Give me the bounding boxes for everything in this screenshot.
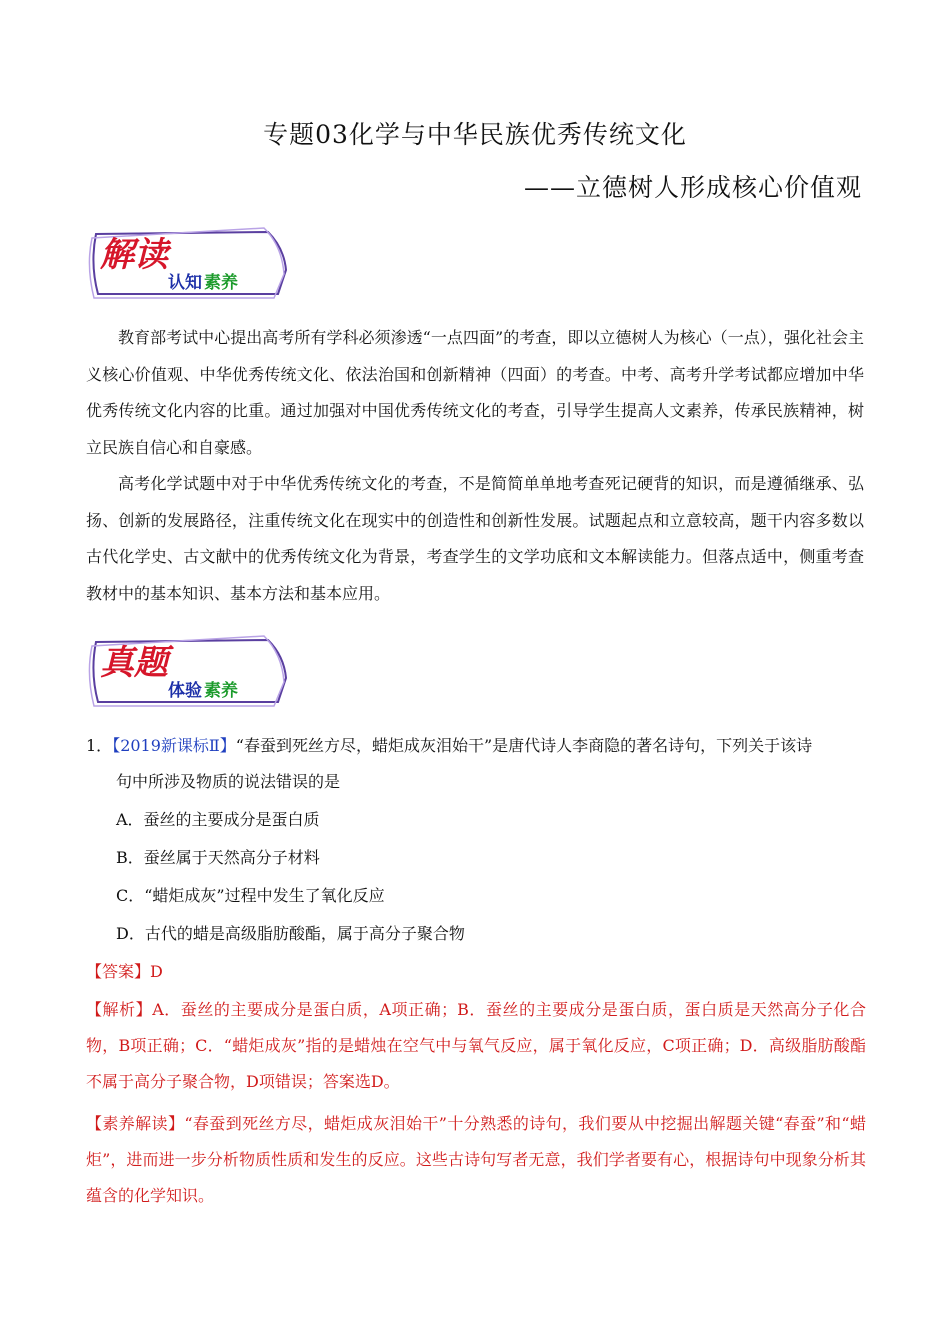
option-d: D．古代的蜡是高级脂肪酸酯，属于高分子聚合物 (116, 924, 465, 943)
badge-frame-icon (88, 632, 288, 708)
badge-main-text: 真题 (100, 643, 168, 683)
badge-main-text: 解读 (100, 235, 168, 275)
document-title: 专题03化学与中华民族优秀传统文化 (263, 120, 687, 149)
badge-sub-text-a: 体验 (168, 681, 202, 701)
badge-zhenti (88, 632, 288, 708)
badge-jiedu (88, 224, 288, 300)
question-stem-text: “春蚕到死丝方尽，蜡炬成灰泪始干”是唐代诗人李商隐的著名诗句，下列关于该诗 (235, 736, 813, 755)
analysis-label: 【解析】 (86, 1000, 153, 1019)
intro-paragraph-1: 教育部考试中心提出高考所有学科必须渗透“一点四面”的考查，即以立德树人为核心（一点），强化社会主义核心价值观、中华优秀传统文化、依法治国和创新精神（四面）的考查。中考、高考升学考试都应增加中华优秀传统文化内容的比重。通过加强对中国优秀传统文化的考查，引导学生提高人文素养，传承民族精神，树立民族自信心和自豪感。 (86, 328, 864, 457)
option-b: B．蚕丝属于天然高分子材料 (116, 848, 320, 867)
question-stem-line2: 句中所涉及物质的说法错误的是 (116, 772, 341, 791)
badge-frame-icon (88, 224, 288, 300)
analysis-text: A．蚕丝的主要成分是蛋白质，A项正确；B．蚕丝的主要成分是蛋白质，蛋白质是天然高分子化合物，B项正确；C．“蜡炬成灰”指的是蜡烛在空气中与氧气反应，属于氧化反应，C项正确；D．高级脂肪酸酯不属于高分子聚合物，D项错误；答案选D。 (86, 1000, 866, 1091)
literacy-text: “春蚕到死丝方尽，蜡炬成灰泪始干”十分熟悉的诗句，我们要从中挖掘出解题关键“春蚕”和“蜡炬”，进而进一步分析物质性质和发生的反应。这些古诗句写者无意，我们学者要有心，根据诗句中现象分析其蕴含的化学知识。 (86, 1114, 866, 1205)
literacy-label: 【素养解读】 (86, 1114, 185, 1133)
option-a: A．蚕丝的主要成分是蛋白质 (116, 810, 320, 829)
document-subtitle: ——立德树人形成核心价值观 (523, 173, 862, 202)
option-c: C．“蜡炬成灰”过程中发生了氧化反应 (116, 886, 385, 905)
analysis-block (86, 992, 866, 1100)
literacy-block (86, 1106, 866, 1214)
intro-paragraph-2: 高考化学试题中对于中华优秀传统文化的考查，不是简简单单地考查死记硬背的知识，而是遵循继承、弘扬、创新的发展路径，注重传统文化在现实中的创造性和创新性发展。试题起点和立意较高，题干内容多数以古代化学史、古文献中的优秀传统文化为背景，考查学生的文学功底和文本解读能力。但落点适中，侧重考查教材中的基本知识、基本方法和基本应用。 (86, 474, 864, 603)
badge-sub-text-a: 认知 (168, 273, 202, 293)
badge-sub-text-b: 素养 (204, 681, 238, 701)
question-stem-line1 (86, 736, 812, 756)
question-source: 【2019新课标Ⅱ】 (112, 736, 236, 755)
answer-label: 【答案】 (86, 962, 151, 981)
answer-line (86, 962, 163, 982)
answer-value: D (150, 962, 163, 981)
badge-sub-text-b: 素养 (204, 273, 238, 293)
question-number: 1． (86, 736, 113, 755)
